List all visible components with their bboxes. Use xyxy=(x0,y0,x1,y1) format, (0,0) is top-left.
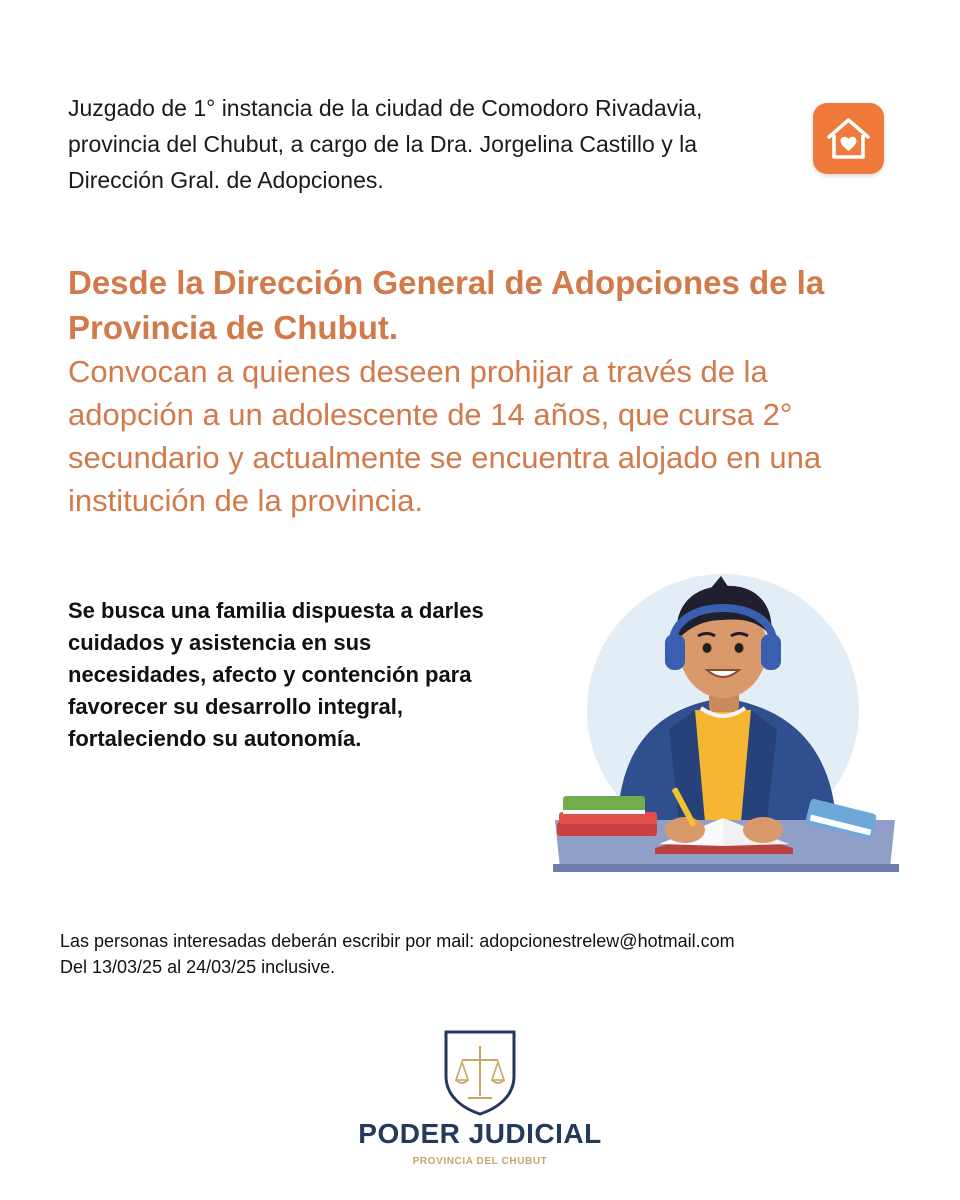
student-illustration xyxy=(545,560,905,885)
headline: Desde la Dirección General de Adopciones de la Provincia de Chubut. xyxy=(68,264,825,346)
org-name: PODER JUDICIAL xyxy=(358,1118,602,1149)
contact-email-line: Las personas interesadas deberán escribir por mail: adopcionestrelew@hotmail.com xyxy=(60,931,735,951)
org-subtitle: PROVINCIA DEL CHUBUT xyxy=(412,1156,548,1167)
intro-paragraph: Convocan a quienes deseen prohijar a través de la adopción a un adolescente de 14 años, que cursa 2° secundario y actualmente se encuentra alojado en una institución de la provincia. xyxy=(68,354,822,518)
judicial-shield-icon xyxy=(440,1026,520,1121)
court-description: Juzgado de 1° instancia de la ciudad de Comodoro Rivadavia, provincia del Chubut, a cargo de la Dra. Jorgelina Castillo y la Dirección Gral. de Adopciones. xyxy=(68,95,703,193)
contact-dates-line: Del 13/03/25 al 24/03/25 inclusive. xyxy=(60,957,336,977)
contact-info xyxy=(60,928,920,980)
house-heart-icon xyxy=(813,103,884,174)
seeking-family-text: Se busca una familia dispuesta a darles cuidados y asistencia en sus necesidades, afecto y contención para favorecer su desarrollo integral, fortaleciendo su autonomía. xyxy=(68,598,484,751)
